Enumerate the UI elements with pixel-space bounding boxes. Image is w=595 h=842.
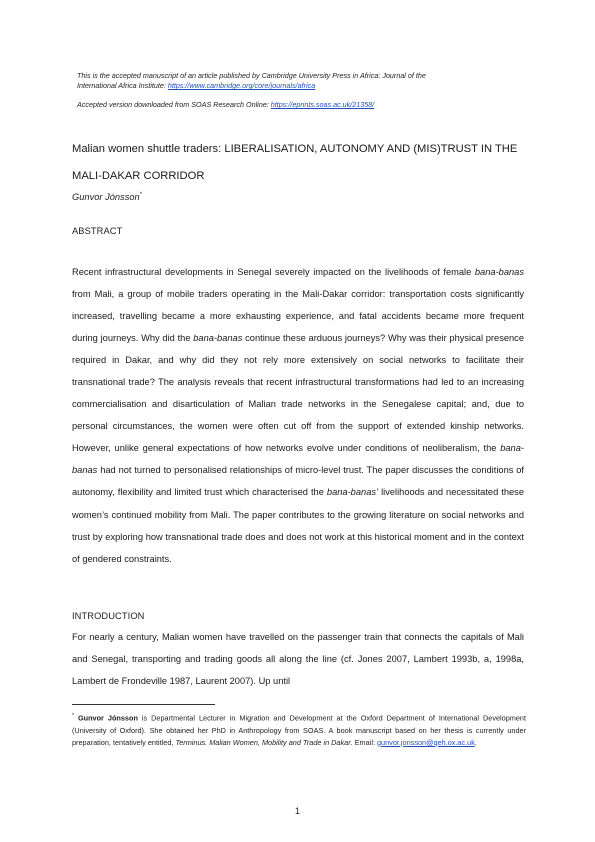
repository-link[interactable]: https://eprints.soas.ac.uk/21358/ bbox=[270, 100, 375, 109]
footnote-author-name: Gunvor Jónsson bbox=[77, 713, 138, 723]
author-line bbox=[72, 192, 142, 202]
repository-text: Accepted version downloaded from SOAS Research Online: bbox=[77, 100, 271, 109]
page-number: 1 bbox=[294, 806, 300, 816]
footnote-book-title: Terminus. Malian Women, Mobility and Trade in Dakar bbox=[175, 737, 351, 747]
publication-notice bbox=[77, 71, 537, 91]
footnote-text-1: is Departmental Lecturer in Migration and Development at the Oxford Department of International Development (University of Oxford). She obtained her PhD in Anthropology from SOAS. A book manuscript based on her thesis is currently under preparation, tentatively entitled, bbox=[72, 713, 527, 747]
notice-line-2 bbox=[77, 81, 537, 91]
footnote-separator bbox=[72, 704, 215, 705]
abstract-heading: ABSTRACT bbox=[72, 226, 123, 236]
journal-link[interactable]: https://www.cambridge.org/core/journals/africa bbox=[167, 81, 316, 90]
notice-line-1: This is the accepted manuscript of an article published by Cambridge University Press in Africa: Journal of the bbox=[77, 71, 426, 80]
repository-notice bbox=[77, 100, 537, 110]
abstract-term-4: bana-banas’ bbox=[326, 487, 379, 498]
notice-journal-text: International Africa Institute: bbox=[77, 81, 168, 90]
email-link[interactable]: gunvor.jonsson@qeh.ox.ac.uk bbox=[377, 737, 475, 747]
abstract-sentence-5: livelihoods and necessitated these women’s continued mobility from Mali. The paper contributes to the growing literature on social networks and trust by exploring how transnational trade does and does not work at this historical moment and in the context of gendered constraints. bbox=[72, 487, 524, 564]
introduction-body: For nearly a century, Malian women have travelled on the passenger train that connects the capitals of Mali and Senegal, transporting and trading goods all along the line (cf. Jones 2007, Lambert 1993b, a, 1998a, Lambert de Frondeville 1987, Laurent 2007). Up until bbox=[72, 632, 524, 687]
abstract-sentence-4: had not turned to personalised relationships of micro-level trust. The paper discusses the conditions of autonomy, flexibility and limited trust which characterised the bbox=[72, 465, 524, 498]
author-name: Gunvor Jónsson bbox=[72, 192, 140, 203]
abstract-term-2: bana-banas bbox=[193, 333, 243, 344]
abstract-body bbox=[72, 261, 524, 570]
footnote-text-3: . bbox=[474, 737, 477, 747]
article-title: Malian women shuttle traders: LIBERALISATION, AUTONOMY AND (MIS)TRUST IN THE MALI-DAKAR CORRIDOR bbox=[72, 143, 518, 182]
abstract-sentence-3: continue these arduous journeys? Why was their physical presence required in Dakar, and why did they not rely more extensively on social networks to facilitate their transnational trade? The analysis reveals that recent infrastructural transformations had led to an increasing commercialisation and disarticulation of Malian trade networks in the Senegalese capital; and, due to personal circumstances, the women were often cut off from the support of extended kinship networks. However, unlike general expectations of how networks evolve under conditions of neoliberalism, the bbox=[72, 333, 525, 454]
footnote-mark: * bbox=[72, 713, 74, 719]
footnote-text-2: . Email: bbox=[350, 737, 377, 747]
introduction-heading: INTRODUCTION bbox=[72, 611, 145, 621]
abstract-term-3: bana-banas bbox=[72, 443, 524, 476]
author-footnote-mark[interactable]: * bbox=[139, 192, 143, 198]
abstract-sentence-2: from Mali, a group of mobile traders operating in the Mali-Dakar corridor: transportation costs significantly increased, travelling became a more exhausting experience, and fatal accidents became more frequent during journeys. Why did the bbox=[72, 289, 524, 344]
abstract-sentence-1: Recent infrastructural developments in Senegal severely impacted on the livelihoods of female bbox=[72, 267, 475, 277]
author-footnote bbox=[72, 710, 526, 749]
abstract-term-1: bana-banas bbox=[474, 267, 524, 277]
